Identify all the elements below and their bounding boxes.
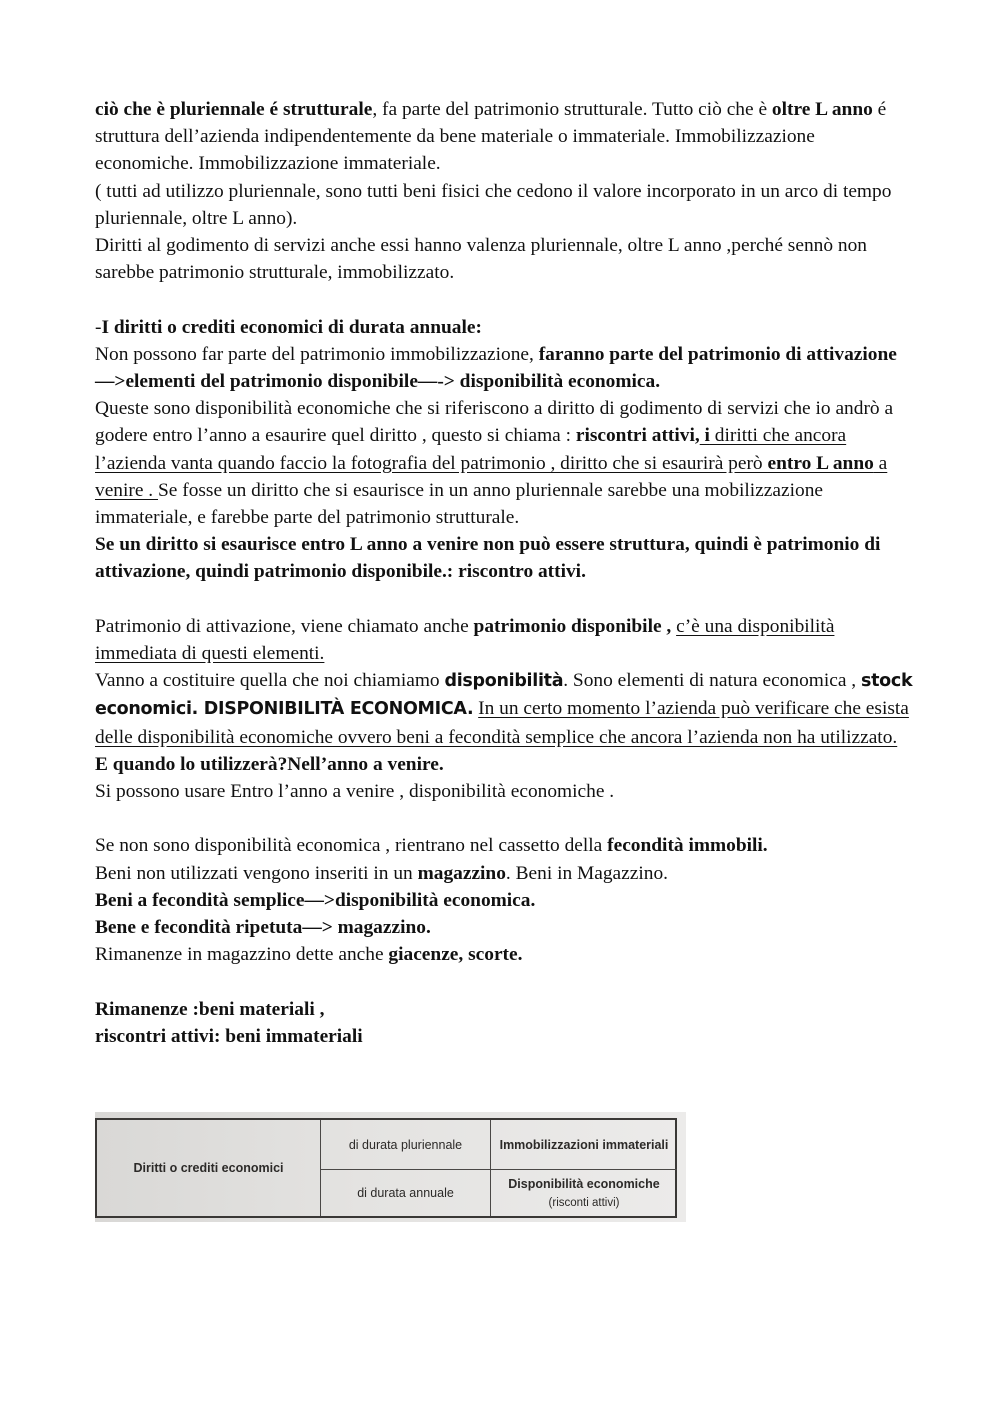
table-photo (95, 1112, 686, 1222)
bold-text: E quando lo utilizzerà?Nell’anno a venire. (95, 753, 444, 775)
table-cell-disponibilita-sub: (risconti attivi) (548, 1197, 620, 1209)
bold-text: fecondità immobili. (607, 835, 768, 857)
spacer (95, 286, 915, 313)
table-cell-pluriennale: di durata pluriennale (321, 1120, 491, 1170)
bold-text: riscontri attivi: beni immateriali (95, 1025, 363, 1047)
bold-text: Rimanenze :beni materiali , (95, 998, 325, 1020)
underlined-text: c’è una disponibilità immediata di questi elementi. (95, 615, 835, 665)
underlined-text: diritti che ancora l’azienda vanta quando faccio la fotografia del patrimonio , diritto che si esaurirà però (95, 425, 847, 474)
notes-text (95, 96, 915, 1050)
underlined-text: a venire . (95, 452, 888, 501)
text-span: Se non sono disponibilità economica , rientrano nel cassetto della (95, 835, 608, 857)
paragraph-fecondita-immobili (95, 832, 915, 859)
table-cell-disponibilita (491, 1170, 677, 1216)
text-span: Se fosse un diritto che si esaurisce in un anno pluriennale sarebbe una mobilizzazione immateriale, e farebbe parte del patrimonio strutturale. (95, 479, 823, 529)
table-cell-category: Diritti o crediti economici (97, 1120, 321, 1216)
paragraph-rimanenze (95, 941, 915, 968)
text-span: Vanno a costituire quella che noi chiamiamo (95, 670, 445, 692)
paragraph-utilizzo: ( tutti ad utilizzo pluriennale, sono tutti beni fisici che cedono il valore incorporato in un arco di tempo pluriennale, oltre L anno). (95, 180, 892, 229)
text-span: é struttura dell’azienda indipendentemente da bene materiale o immateriale. Immobilizzazione economiche. Immobilizzazione immateriale. (95, 99, 887, 175)
bold-text: oltre L anno (771, 99, 873, 120)
bold-text: Beni a fecondità semplice—>disponibilità economica. (95, 889, 536, 911)
paragraph-entro-anno: Si possono usare Entro l’anno a venire , disponibilità economiche . (95, 781, 615, 803)
handwritten-bold-text: stock economici. DISPONIBILITÀ ECONOMICA. (95, 671, 913, 720)
table-cell-annuale: di durata annuale (321, 1170, 491, 1216)
paragraph-pluriennale (95, 96, 915, 178)
spacer (95, 968, 915, 995)
table-cell-immobilizzazioni: Immobilizzazioni immateriali (491, 1120, 677, 1170)
bold-text: I diritti o crediti economici di durata annuale: (101, 316, 482, 338)
bold-text: giacenze, scorte. (388, 944, 523, 966)
bold-text: i (699, 425, 710, 447)
paragraph-struttura-bold (95, 531, 915, 585)
text-span: Patrimonio di attivazione, viene chiamato anche (95, 615, 474, 637)
paragraph-rimanenze-materiali (95, 996, 915, 1023)
text-span: Beni non utilizzati vengono inseriti in un (95, 862, 418, 884)
paragraph-fecondita-ripetuta (95, 914, 915, 941)
paragraph-diritti-godimento: Diritti al godimento di servizi anche essi hanno valenza pluriennale, oltre L anno ,perché sennò non sarebbe patrimonio strutturale, immobilizzato. (95, 235, 867, 284)
paragraph-fecondita-semplice (95, 887, 915, 914)
bold-text: , (661, 615, 677, 637)
paragraph-disponibilita (95, 667, 915, 778)
text-span: . Sono elementi di natura economica , (563, 670, 861, 692)
text-span: Queste sono disponibilità economiche che si riferiscono a diritto di godimento di servizi che io andrò a godere entro l’anno a esaurire quel diritto , questo si chiama : (95, 398, 894, 447)
paragraph-magazzino (95, 860, 915, 887)
text-span: - (95, 316, 102, 338)
spacer (95, 586, 915, 613)
paragraph-patrimonio-disponibile (95, 613, 915, 667)
paragraph-attivazione (95, 341, 915, 395)
text-span: Non possono far parte del patrimonio immobilizzazione, (95, 343, 539, 365)
underlined-text: In un certo momento l’azienda può verificare che esista delle disponibilità economiche ovvero beni a fecondità semplice che ancora l’azienda non ha utilizzato. (95, 698, 909, 748)
heading-crediti-annuali (95, 314, 915, 341)
table-cell-disponibilita-label: Disponibilità economiche (508, 1177, 660, 1191)
text-span: , fa parte del patrimonio strutturale. Tutto ciò che è (372, 99, 772, 120)
handwritten-bold-text: disponibilità (444, 671, 564, 692)
bold-text: ciò che è pluriennale é strutturale (95, 99, 373, 120)
bold-text: faranno parte del patrimonio di attivazione—>elementi del patrimonio disponibile—-> disponibilità economica. (95, 343, 897, 393)
paragraph-riscontri (95, 395, 915, 531)
paragraph-riscontri-immateriali (95, 1023, 915, 1050)
bold-text: magazzino (417, 862, 506, 884)
text-span: . Beni in Magazzino. (505, 862, 669, 884)
classification-table (95, 1118, 677, 1218)
bold-text: Se un diritto si esaurisce entro L anno a venire non può essere struttura, quindi è patrimonio di attivazione, quindi patrimonio disponibile.: riscontro attivi. (95, 534, 881, 583)
bold-text: Bene e fecondità ripetuta—> magazzino. (95, 917, 431, 939)
bold-text: riscontri attivi, (575, 425, 700, 447)
spacer (95, 805, 915, 832)
text-span: Rimanenze in magazzino dette anche (95, 944, 389, 966)
bold-text: entro L anno (767, 452, 874, 474)
bold-text: patrimonio disponibile (473, 615, 662, 637)
